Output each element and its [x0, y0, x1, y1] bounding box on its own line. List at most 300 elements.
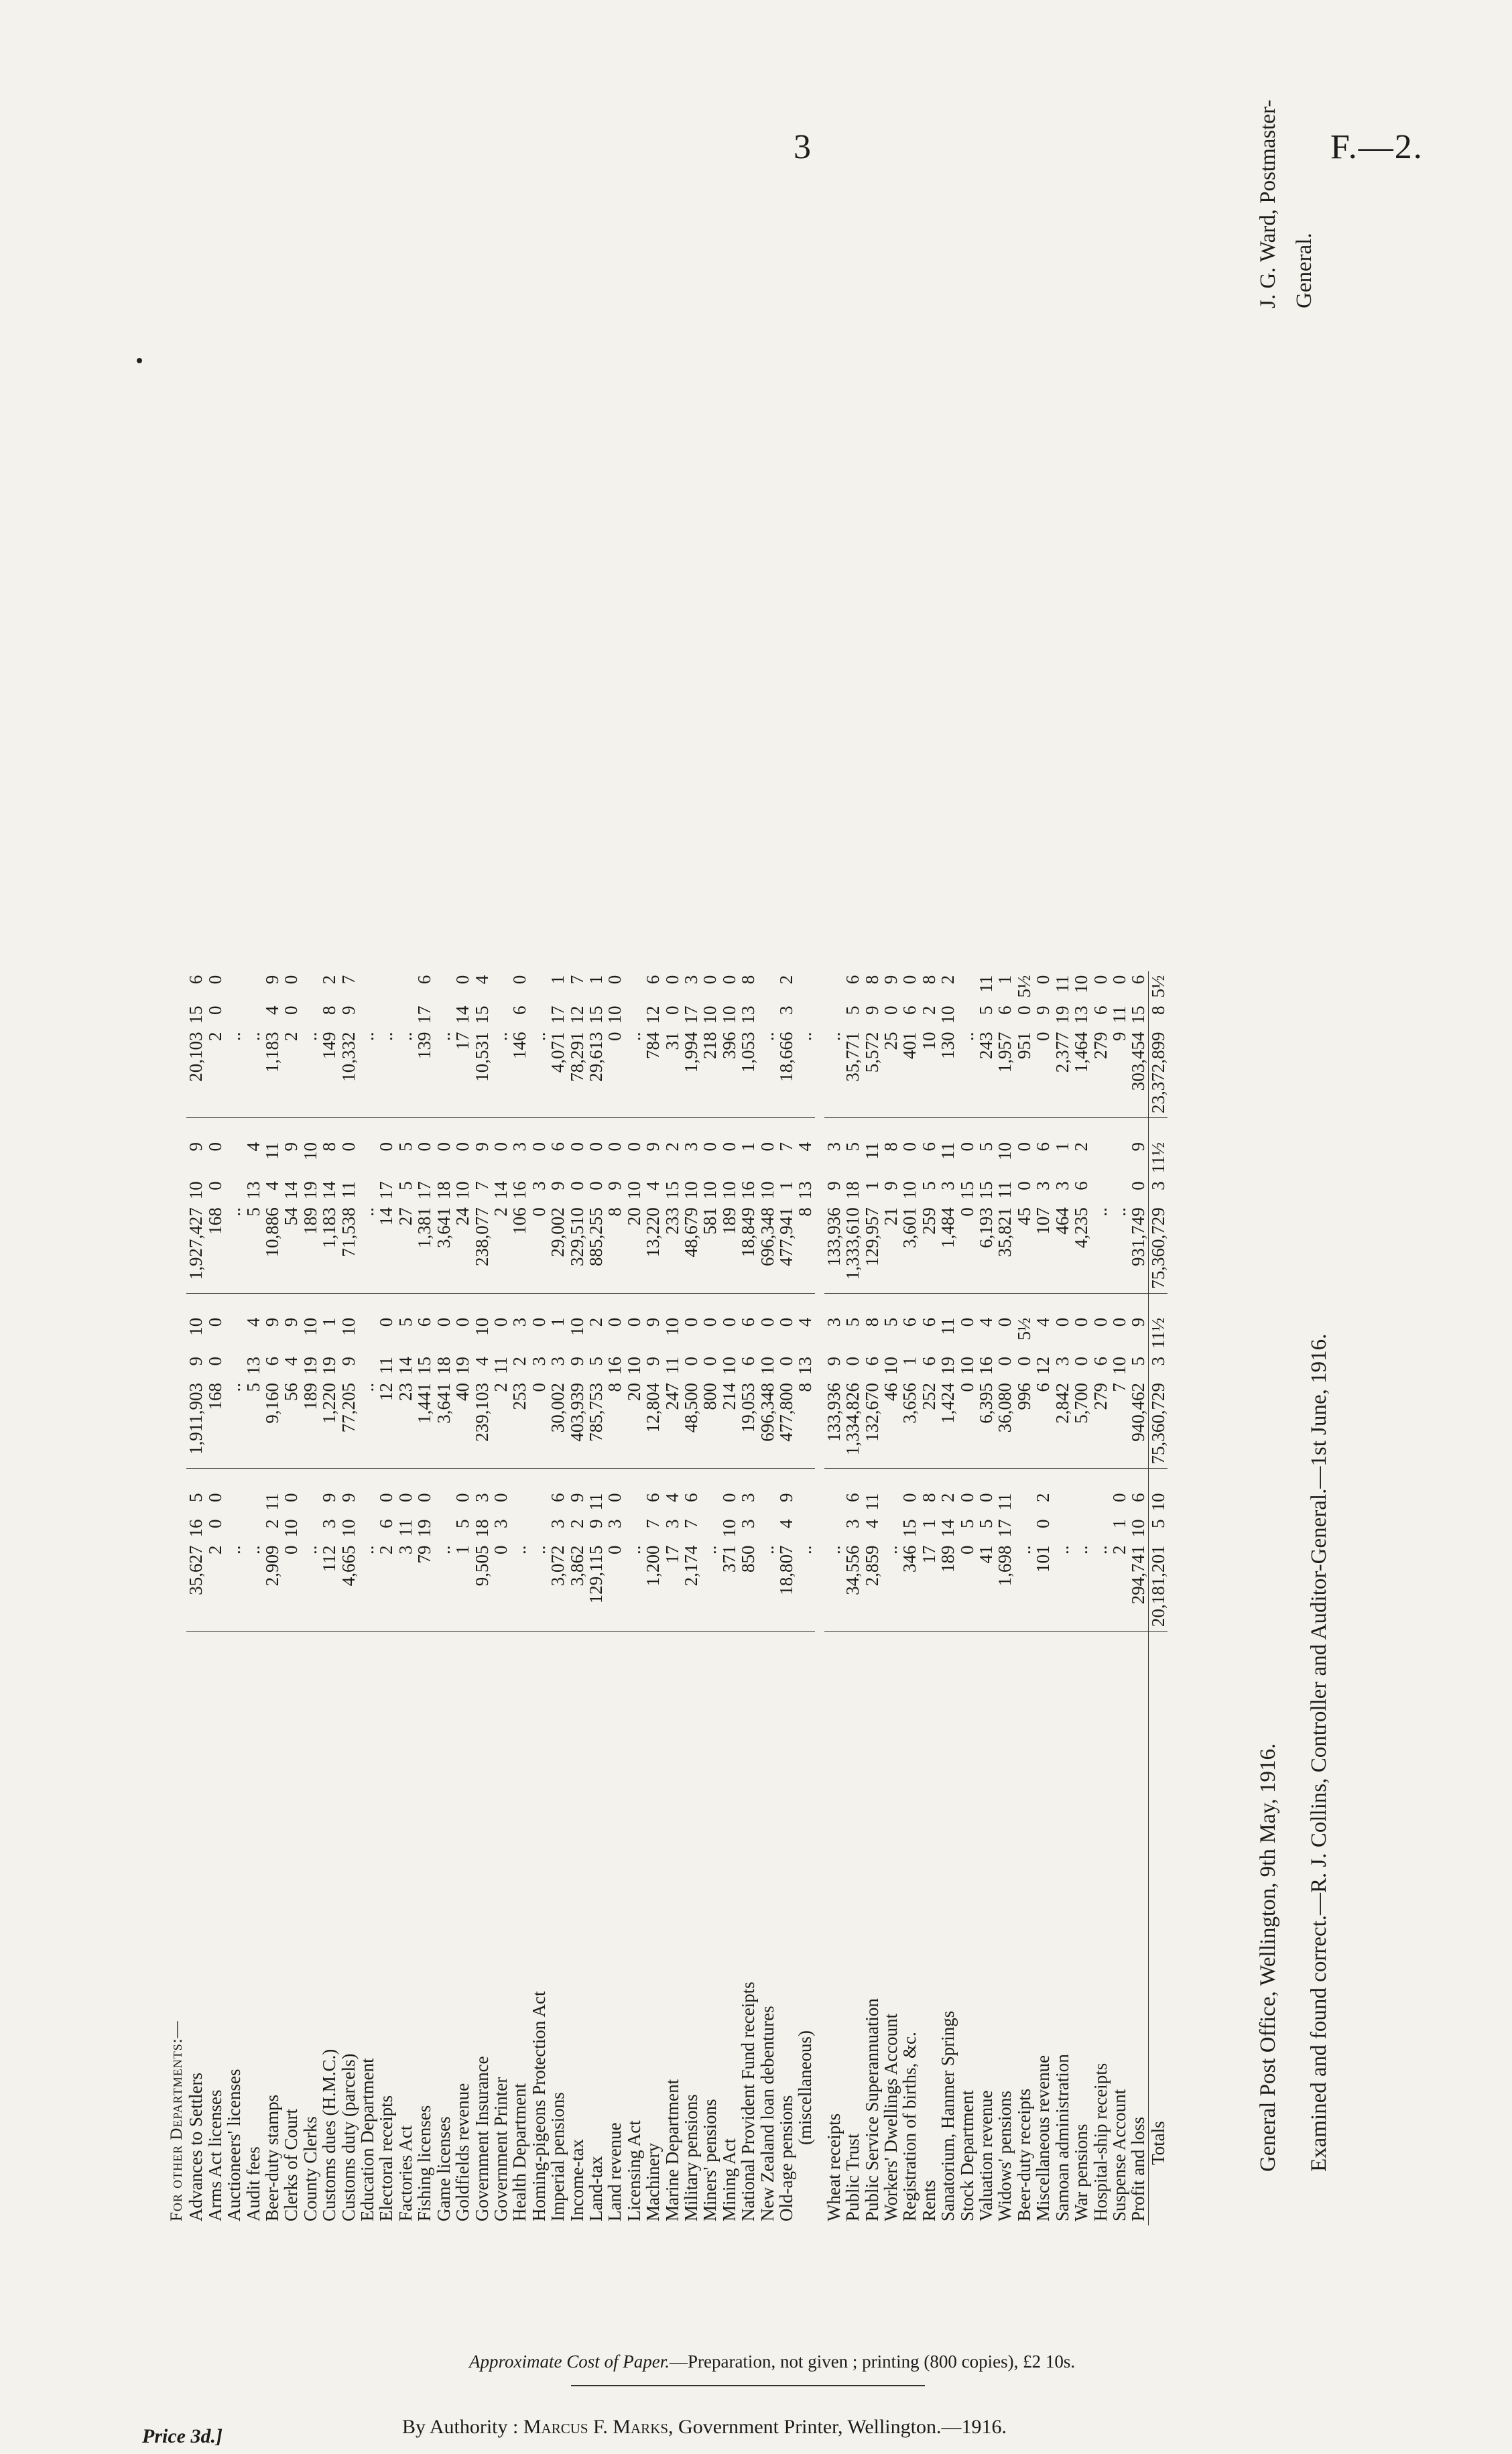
- balance-brought-forward-pounds: ..: [700, 1542, 719, 1632]
- balance-carried-forward-pence: 6: [186, 975, 206, 985]
- balance-brought-forward-pence: 6: [680, 1493, 701, 1502]
- payments-pounds: 21: [881, 1203, 900, 1293]
- balance-carried-forward-pence: 4: [471, 975, 492, 985]
- payments-pounds: 1,183: [320, 1203, 338, 1293]
- payments-shillings: 11: [995, 1181, 1015, 1199]
- balance-carried-forward-pounds: 25: [881, 1028, 900, 1118]
- balance-carried-forward-pence: 0: [1109, 975, 1129, 985]
- payments-shillings: 0: [1128, 1181, 1149, 1190]
- receipts-shillings: 19: [319, 1357, 340, 1375]
- column-gap: [739, 1293, 757, 1314]
- totals-payments-shillings: 3: [1148, 1177, 1168, 1203]
- ledger-rotated-block: [168, 34, 1441, 2225]
- balance-carried-forward-shillings: 15: [186, 1005, 206, 1024]
- balance-brought-forward-pence: 6: [548, 1493, 568, 1502]
- balance-brought-forward-shillings: [700, 1516, 719, 1542]
- receipts-pounds: 12,804: [643, 1379, 662, 1469]
- row-label: Stock Department: [956, 2090, 977, 2221]
- column-gap: [976, 1293, 995, 1314]
- receipts-pence: 5: [881, 1317, 901, 1327]
- receipts-pounds: 7: [1110, 1379, 1129, 1469]
- row-label: County Clerks: [300, 2116, 320, 2221]
- balance-carried-forward-pence: 0: [509, 975, 530, 985]
- receipts-pounds: 36,080: [995, 1379, 1014, 1469]
- payments-pounds: 106: [510, 1203, 529, 1293]
- receipts-pounds: 800: [700, 1379, 719, 1469]
- balance-carried-forward-pence: 0: [1090, 975, 1111, 985]
- column-gap: [358, 1118, 377, 1139]
- balance-carried-forward-pounds: 17: [453, 1028, 472, 1118]
- receipts-shillings: 11: [662, 1357, 682, 1374]
- balance-brought-forward-shillings: 9: [585, 1519, 606, 1528]
- column-gap: [643, 1293, 662, 1314]
- receipts-shillings: 10: [718, 1357, 739, 1375]
- balance-brought-forward-pence: 4: [662, 1493, 682, 1502]
- row-label: Health Department: [509, 2083, 530, 2221]
- column-gap: [796, 1469, 814, 1489]
- column-gap: [548, 1118, 567, 1139]
- balance-carried-forward-shillings: 10: [938, 1005, 958, 1024]
- balance-carried-forward-pence: 10: [1071, 975, 1092, 993]
- row-label: National Provident Fund receipts: [738, 1981, 759, 2221]
- payments-shillings: 14: [281, 1181, 302, 1200]
- column-gap: [377, 1469, 395, 1489]
- receipts-shillings: 11: [490, 1357, 511, 1374]
- balance-carried-forward-pence: [396, 971, 415, 1002]
- payments-shillings: 17: [414, 1181, 435, 1200]
- balance-brought-forward-pence: 8: [918, 1493, 939, 1502]
- balance-brought-forward-shillings: 10: [718, 1519, 739, 1538]
- column-gap: [510, 1118, 529, 1139]
- row-label: Widows' pensions: [995, 2090, 1015, 2221]
- balance-carried-forward-pounds: 2,377: [1053, 1028, 1072, 1118]
- column-gap: [396, 1469, 415, 1489]
- balance-brought-forward-shillings: 16: [186, 1519, 206, 1538]
- payments-shillings: 11: [338, 1181, 359, 1199]
- payments-shillings: 10: [718, 1181, 739, 1200]
- column-gap: [976, 1469, 995, 1489]
- receipts-pence: 0: [605, 1317, 625, 1327]
- balance-carried-forward-pounds: ..: [358, 1028, 377, 1118]
- payments-shillings: 10: [680, 1181, 701, 1200]
- column-gap: [938, 1293, 957, 1314]
- printer-name: Marcus F. Marks: [523, 2416, 669, 2438]
- receipts-pence: 0: [490, 1317, 511, 1327]
- column-gap: [491, 1469, 510, 1489]
- ledger-row: [415, 971, 434, 2225]
- balance-carried-forward-pence: 0: [281, 975, 302, 985]
- column-gap: [434, 1293, 453, 1314]
- payments-pounds: 1,381: [415, 1203, 434, 1293]
- column-gap: [796, 1118, 814, 1139]
- balance-brought-forward-pounds: 0: [281, 1542, 300, 1632]
- receipts-shillings: 19: [452, 1357, 473, 1375]
- column-gap: [244, 1293, 263, 1314]
- row-label: Miscellaneous revenue: [1033, 2054, 1054, 2221]
- balance-carried-forward-pounds: 10,332: [339, 1028, 358, 1118]
- row-label: New Zealand loan debentures: [757, 2006, 777, 2221]
- receipts-pounds: 0: [529, 1379, 548, 1469]
- balance-carried-forward-shillings: [434, 1002, 453, 1028]
- payments-shillings: 9: [605, 1181, 625, 1190]
- ledger-row: [586, 971, 605, 2225]
- ledger-row: [491, 971, 510, 2225]
- balance-brought-forward-pence: 0: [956, 1493, 977, 1502]
- balance-carried-forward-pounds: 146: [510, 1028, 529, 1118]
- column-gap: [281, 1469, 300, 1489]
- column-gap: [415, 1118, 434, 1139]
- balance-carried-forward-shillings: 11: [1109, 1005, 1129, 1024]
- balance-carried-forward-pounds: 303,454: [1129, 1028, 1148, 1118]
- totals-label: Totals: [1148, 1632, 1168, 2226]
- ledger-row: [301, 971, 320, 2225]
- column-gap: [453, 1293, 472, 1314]
- ledger-row: [244, 971, 263, 2225]
- payments-pence: 11: [262, 1142, 283, 1160]
- balance-brought-forward-pence: [625, 1489, 643, 1516]
- ledger-row: [568, 971, 586, 2225]
- column-gap: [529, 1469, 548, 1489]
- payments-pounds: 71,538: [339, 1203, 358, 1293]
- ledger-row: [320, 971, 338, 2225]
- payments-pounds: 35,821: [995, 1203, 1014, 1293]
- receipts-pence: 0: [718, 1317, 739, 1327]
- payments-shillings: 18: [433, 1181, 454, 1200]
- row-label: Profit and loss: [1128, 2116, 1149, 2221]
- column-gap: [843, 1293, 862, 1314]
- ledger-row: [976, 971, 995, 2225]
- balance-brought-forward-pence: [758, 1489, 777, 1516]
- receipts-pounds: 8: [796, 1379, 814, 1469]
- balance-brought-forward-shillings: 4: [861, 1519, 882, 1528]
- postmaster-name: J. G. Ward, Postmaster-General.: [1256, 99, 1316, 308]
- payments-pence: 0: [1013, 1142, 1034, 1152]
- balance-carried-forward-pence: 7: [566, 975, 587, 985]
- payments-pence: 2: [1071, 1142, 1092, 1152]
- balance-carried-forward-pounds: 9: [1110, 1028, 1129, 1118]
- column-gap: [1091, 1118, 1110, 1139]
- receipts-shillings: 18: [433, 1357, 454, 1375]
- payments-pounds: 477,941: [777, 1203, 796, 1293]
- balance-brought-forward-pounds: ..: [1091, 1542, 1110, 1632]
- receipts-pounds: 3,641: [434, 1379, 453, 1469]
- column-gap: [434, 1469, 453, 1489]
- payments-pounds: 27: [396, 1203, 415, 1293]
- receipts-shillings: 13: [243, 1357, 263, 1375]
- payments-pence: 2: [662, 1142, 682, 1152]
- column-gap: [625, 1469, 643, 1489]
- receipts-pence: 0: [1109, 1317, 1129, 1327]
- column-gap: [263, 1293, 281, 1314]
- payments-shillings: 3: [1033, 1181, 1054, 1190]
- balance-brought-forward-pence: 9: [338, 1493, 359, 1502]
- column-gap: [920, 1293, 938, 1314]
- receipts-shillings: 10: [956, 1357, 977, 1375]
- payments-shillings: 10: [757, 1181, 777, 1200]
- ledger-row: [663, 971, 682, 2225]
- ledger-row: [758, 971, 777, 2225]
- receipts-pounds: 0: [958, 1379, 976, 1469]
- receipts-pence: 11: [938, 1317, 958, 1335]
- balance-carried-forward-pence: 2: [319, 975, 340, 985]
- balance-brought-forward-shillings: 0: [204, 1519, 225, 1528]
- balance-carried-forward-shillings: 6: [899, 1005, 920, 1015]
- row-label: Machinery: [643, 2143, 664, 2221]
- column-gap: [1110, 1293, 1129, 1314]
- ledger-row: [700, 971, 719, 2225]
- balance-brought-forward-pence: [301, 1489, 320, 1516]
- column-gap: [548, 1469, 567, 1489]
- balance-brought-forward-shillings: [796, 1516, 814, 1542]
- balance-brought-forward-pounds: ..: [225, 1542, 243, 1632]
- column-gap: [720, 1118, 739, 1139]
- balance-carried-forward-pounds: 20,103: [186, 1028, 205, 1118]
- column-gap: [358, 1293, 377, 1314]
- balance-brought-forward-pence: 0: [899, 1493, 920, 1502]
- receipts-shillings: 6: [918, 1357, 939, 1366]
- receipts-pence: 5½: [1013, 1317, 1034, 1341]
- balance-carried-forward-pounds: 396: [720, 1028, 739, 1118]
- row-label: Advances to Settlers: [186, 2073, 206, 2221]
- receipts-shillings: 4: [281, 1357, 302, 1366]
- payments-shillings: [1091, 1177, 1110, 1203]
- payments-pence: 0: [566, 1142, 587, 1152]
- footer-rule: [571, 2385, 925, 2386]
- receipts-pence: 3: [509, 1317, 530, 1327]
- balance-brought-forward-shillings: [881, 1516, 900, 1542]
- column-gap: [758, 1469, 777, 1489]
- column-gap: [301, 1118, 320, 1139]
- row-label: Suspense Account: [1109, 2089, 1129, 2221]
- payments-pounds: 4,235: [1072, 1203, 1090, 1293]
- column-gap: [958, 1469, 976, 1489]
- column-gap: [1015, 1118, 1033, 1139]
- balance-brought-forward-shillings: 5: [956, 1519, 977, 1528]
- row-label: Sanatorium, Hanmer Springs: [938, 2010, 958, 2221]
- payments-pounds: ..: [358, 1203, 377, 1293]
- receipts-pounds: 23: [396, 1379, 415, 1469]
- column-gap: [263, 1469, 281, 1489]
- ledger-row: [1015, 971, 1033, 2225]
- balance-brought-forward-shillings: [1053, 1516, 1072, 1542]
- column-gap: [568, 1118, 586, 1139]
- balance-brought-forward-pounds: ..: [758, 1542, 777, 1632]
- payments-shillings: [358, 1177, 377, 1203]
- balance-carried-forward-pounds: ..: [824, 1028, 843, 1118]
- balance-brought-forward-pounds: 2,859: [863, 1542, 881, 1632]
- signature-block-left: [1250, 1334, 1337, 2172]
- column-gap: [824, 1469, 843, 1489]
- balance-carried-forward-shillings: 15: [1128, 1005, 1149, 1024]
- receipts-shillings: 6: [1090, 1357, 1111, 1366]
- balance-carried-forward-pounds: 2: [206, 1028, 225, 1118]
- receipts-pence: 4: [243, 1317, 263, 1327]
- column-gap: [843, 1469, 862, 1489]
- column-gap: [472, 1293, 491, 1314]
- column-gap: [605, 1118, 624, 1139]
- row-label: War pensions: [1071, 2124, 1092, 2221]
- payments-pence: 4: [795, 1142, 816, 1152]
- balance-brought-forward-pounds: 35,627: [186, 1542, 205, 1632]
- postmaster-signature: [1250, 34, 1322, 308]
- balance-carried-forward-shillings: 9: [1033, 1005, 1054, 1015]
- balance-carried-forward-pence: 6: [842, 975, 863, 985]
- receipts-pounds: ..: [358, 1379, 377, 1469]
- payments-pence: 8: [319, 1142, 340, 1152]
- payments-pounds: 20: [625, 1203, 643, 1293]
- balance-carried-forward-pence: 8: [918, 975, 939, 985]
- totals-carried-forward-shillings: 8: [1148, 1002, 1168, 1028]
- ledger-row: [206, 971, 225, 2225]
- balance-carried-forward-pounds: ..: [958, 1028, 976, 1118]
- balance-brought-forward-pence: [358, 1489, 377, 1516]
- balance-brought-forward-pence: [225, 1489, 243, 1516]
- payments-pence: 0: [585, 1142, 606, 1152]
- column-gap: [377, 1118, 395, 1139]
- payments-pence: 7: [776, 1142, 796, 1152]
- balance-carried-forward-shillings: [244, 1002, 263, 1028]
- row-label: Game licenses: [433, 2116, 454, 2221]
- payments-pence: 0: [376, 1142, 397, 1152]
- payments-shillings: 13: [243, 1181, 263, 1200]
- balance-carried-forward-pence: [377, 971, 395, 1002]
- column-gap: [863, 1293, 881, 1314]
- ledger-row: [472, 971, 491, 2225]
- receipts-pence: 0: [528, 1317, 549, 1327]
- receipts-shillings: 0: [776, 1357, 796, 1366]
- column-gap: [625, 1118, 643, 1139]
- balance-brought-forward-shillings: 3: [548, 1519, 568, 1528]
- balance-carried-forward-shillings: 17: [548, 1005, 568, 1024]
- column-gap: [881, 1293, 900, 1314]
- receipts-pence: 0: [995, 1317, 1015, 1327]
- column-gap: [339, 1293, 358, 1314]
- balance-brought-forward-shillings: 1: [918, 1519, 939, 1528]
- receipts-pounds: 1,220: [320, 1379, 338, 1469]
- row-label: Audit fees: [243, 2146, 263, 2221]
- column-gap: [244, 1118, 263, 1139]
- receipts-pounds: 2,842: [1053, 1379, 1072, 1469]
- balance-carried-forward-pence: 0: [605, 975, 625, 985]
- balance-brought-forward-pounds: 1,200: [643, 1542, 662, 1632]
- balance-carried-forward-shillings: 0: [881, 1005, 901, 1015]
- ledger-row: [510, 971, 529, 2225]
- balance-carried-forward-shillings: 0: [662, 1005, 682, 1015]
- payments-shillings: 13: [795, 1181, 816, 1200]
- receipts-pence: 0: [956, 1317, 977, 1327]
- totals-receipts-pence: 11½: [1148, 1314, 1168, 1353]
- column-gap: [586, 1469, 605, 1489]
- authority-prefix: By Authority :: [402, 2416, 519, 2438]
- balance-carried-forward-pence: 2: [776, 975, 796, 985]
- receipts-pence: 8: [861, 1317, 882, 1327]
- column-gap: [339, 1469, 358, 1489]
- balance-carried-forward-pence: 5½: [1013, 975, 1034, 998]
- balance-brought-forward-shillings: [1091, 1516, 1110, 1542]
- balance-brought-forward-pounds: 4,665: [339, 1542, 358, 1632]
- balance-brought-forward-pence: 11: [861, 1493, 882, 1511]
- balance-carried-forward-pence: 9: [262, 975, 283, 985]
- balance-brought-forward-pence: [1015, 1489, 1033, 1516]
- ledger-row: [938, 971, 957, 2225]
- balance-brought-forward-pence: 11: [262, 1493, 283, 1511]
- balance-carried-forward-pounds: ..: [301, 1028, 320, 1118]
- balance-brought-forward-pence: 6: [842, 1493, 863, 1502]
- ledger-row: [358, 971, 377, 2225]
- balance-carried-forward-shillings: 14: [452, 1005, 473, 1024]
- column-gap: [1129, 1293, 1148, 1314]
- ledger-row: [1053, 971, 1072, 2225]
- balance-carried-forward-shillings: 17: [414, 1005, 435, 1024]
- row-label: Mining Act: [718, 2138, 739, 2221]
- receipts-pence: 0: [204, 1317, 225, 1327]
- column-gap: [339, 1118, 358, 1139]
- payments-pounds: 3,641: [434, 1203, 453, 1293]
- receipts-pence: [225, 1314, 243, 1353]
- column-gap: [491, 1293, 510, 1314]
- column-gap: [1053, 1293, 1072, 1314]
- receipts-pence: 1: [319, 1317, 340, 1327]
- payments-shillings: [225, 1177, 243, 1203]
- payments-pounds: 189: [301, 1203, 320, 1293]
- balance-carried-forward-shillings: 5: [976, 1005, 997, 1015]
- balance-carried-forward-pounds: ..: [796, 1028, 814, 1118]
- receipts-shillings: 3: [528, 1357, 549, 1366]
- balance-carried-forward-pence: 6: [643, 975, 664, 985]
- payments-pence: [225, 1138, 243, 1177]
- balance-carried-forward-pence: 1: [585, 975, 606, 985]
- payments-pounds: 885,255: [586, 1203, 605, 1293]
- receipts-shillings: 3: [1052, 1357, 1072, 1366]
- receipts-pounds: 279: [1091, 1379, 1110, 1469]
- balance-brought-forward-pounds: 0: [605, 1542, 624, 1632]
- receipts-shillings: 10: [623, 1357, 644, 1375]
- payments-pounds: 238,077: [472, 1203, 491, 1293]
- receipts-pence: 3: [823, 1317, 844, 1327]
- receipts-pence: 5: [842, 1317, 863, 1327]
- balance-carried-forward-pounds: 139: [415, 1028, 434, 1118]
- balance-brought-forward-pence: [881, 1489, 900, 1516]
- balance-carried-forward-shillings: 6: [995, 1005, 1015, 1015]
- payments-pence: 3: [509, 1142, 530, 1152]
- balance-brought-forward-pence: 0: [204, 1493, 225, 1502]
- balance-carried-forward-shillings: [758, 1002, 777, 1028]
- receipts-pounds: 3,656: [900, 1379, 919, 1469]
- balance-carried-forward-shillings: [529, 1002, 548, 1028]
- payments-shillings: 15: [976, 1181, 997, 1200]
- balance-brought-forward-pence: [1091, 1489, 1110, 1516]
- payments-pence: 5: [842, 1142, 863, 1152]
- balance-brought-forward-pounds: 34,556: [843, 1542, 862, 1632]
- receipts-pounds: 696,348: [758, 1379, 777, 1469]
- receipts-shillings: 2: [509, 1357, 530, 1366]
- balance-brought-forward-pounds: ..: [301, 1542, 320, 1632]
- row-label: Military pensions: [680, 2094, 701, 2221]
- column-gap: [682, 1118, 700, 1139]
- balance-carried-forward-shillings: 6: [509, 1005, 530, 1015]
- ledger-row: [843, 971, 862, 2225]
- column-gap: [920, 1118, 938, 1139]
- column-gap: [1015, 1293, 1033, 1314]
- receipts-pence: 2: [585, 1317, 606, 1327]
- column-gap: [453, 1118, 472, 1139]
- cost-line: [469, 2351, 1075, 2372]
- balance-brought-forward-pence: [510, 1489, 529, 1516]
- column-gap: [625, 1293, 643, 1314]
- column-gap: [186, 1293, 205, 1314]
- ledger-row: [281, 971, 300, 2225]
- balance-carried-forward-shillings: 6: [1090, 1005, 1111, 1015]
